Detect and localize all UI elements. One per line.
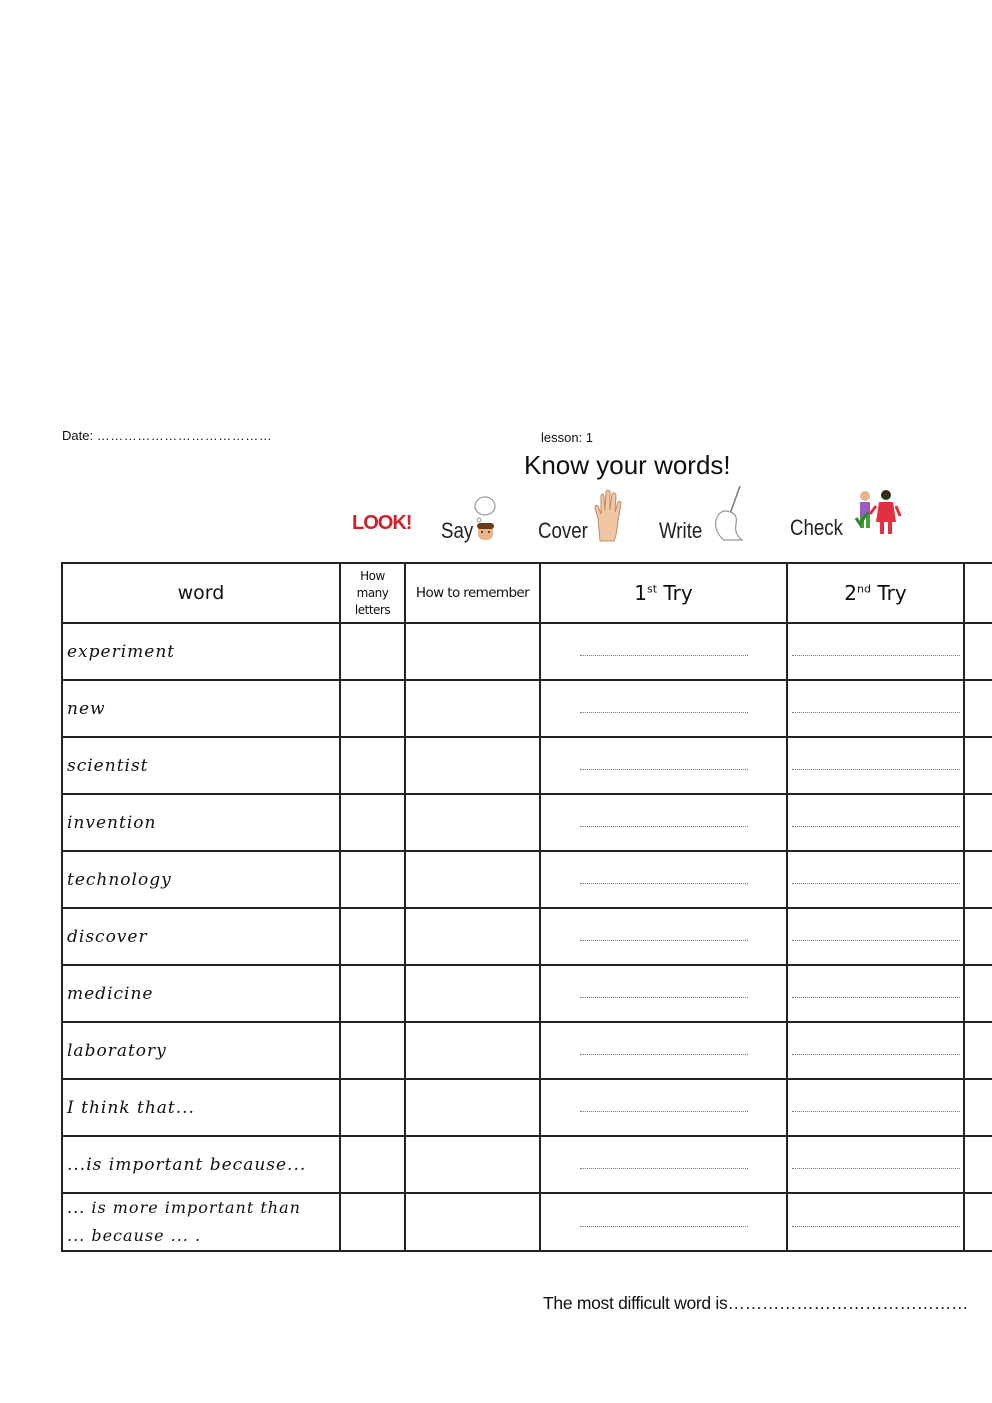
letters-count-cell[interactable] (340, 908, 405, 965)
header-word: word (62, 563, 340, 623)
talking-face-icon (470, 494, 500, 546)
extra-cell[interactable] (964, 1022, 992, 1079)
word-cell (62, 1136, 340, 1193)
second-try-cell[interactable] (787, 851, 964, 908)
word-text: invention (67, 812, 157, 833)
second-try-cell[interactable] (787, 1136, 964, 1193)
step-write-label: Write (659, 518, 703, 543)
dotted-write-line (792, 826, 960, 827)
word-cell (62, 794, 340, 851)
table-row (62, 680, 992, 737)
second-try-cell[interactable] (787, 1022, 964, 1079)
second-try-cell[interactable] (787, 965, 964, 1022)
date-label: Date: (62, 428, 94, 443)
dotted-write-line (580, 997, 748, 998)
table-row (62, 908, 992, 965)
letters-count-cell[interactable] (340, 1022, 405, 1079)
letters-count-cell[interactable] (340, 965, 405, 1022)
extra-cell[interactable] (964, 851, 992, 908)
step-say-label: Say (441, 518, 474, 543)
dotted-write-line (792, 1226, 960, 1227)
word-text: experiment (67, 641, 176, 662)
table-row (62, 794, 992, 851)
dotted-write-line (580, 940, 748, 941)
table-row (62, 965, 992, 1022)
word-cell (62, 737, 340, 794)
date-field (62, 428, 272, 443)
dotted-write-line (580, 655, 748, 656)
letters-count-cell[interactable] (340, 851, 405, 908)
dotted-write-line (792, 1054, 960, 1055)
dotted-write-line (580, 1168, 748, 1169)
table-header-row (62, 563, 992, 623)
remember-cell[interactable] (405, 908, 540, 965)
header-first-try-word: Try (663, 581, 693, 605)
second-try-cell[interactable] (787, 737, 964, 794)
first-try-cell[interactable] (540, 794, 787, 851)
hand-icon (592, 486, 624, 544)
dotted-write-line (792, 769, 960, 770)
letters-count-cell[interactable] (340, 1193, 405, 1251)
dotted-write-line (580, 883, 748, 884)
word-text: ... is more important than (67, 1198, 301, 1217)
word-cell (62, 1193, 340, 1251)
dotted-write-line (580, 769, 748, 770)
header-extra-column (964, 563, 992, 623)
word-text: technology (67, 869, 172, 890)
second-try-cell[interactable] (787, 794, 964, 851)
step-cover-label: Cover (538, 518, 588, 543)
first-try-cell[interactable] (540, 851, 787, 908)
dotted-write-line (580, 712, 748, 713)
second-try-cell[interactable] (787, 680, 964, 737)
word-text: laboratory (67, 1040, 167, 1061)
word-cell (62, 623, 340, 680)
header-letters (340, 563, 405, 623)
letters-count-cell[interactable] (340, 737, 405, 794)
extra-cell[interactable] (964, 737, 992, 794)
word-text: ... because ... . (67, 1226, 202, 1245)
word-text: discover (67, 926, 148, 947)
extra-cell[interactable] (964, 794, 992, 851)
first-try-cell[interactable] (540, 1193, 787, 1251)
first-try-cell[interactable] (540, 1136, 787, 1193)
header-first-try-number: 1 (634, 581, 647, 605)
first-try-cell[interactable] (540, 1022, 787, 1079)
extra-cell[interactable] (964, 680, 992, 737)
header-second-try-number: 2 (844, 581, 858, 605)
dotted-write-line (792, 997, 960, 998)
page-title: Know your words! (524, 450, 731, 480)
dotted-write-line (580, 1226, 748, 1227)
difficult-word-prompt: The most difficult word is…………………………………… (543, 1293, 969, 1313)
first-try-cell[interactable] (540, 680, 787, 737)
children-icon (852, 488, 902, 542)
table-row (62, 1193, 992, 1251)
remember-cell[interactable] (405, 737, 540, 794)
header-first-try-suffix: st (646, 582, 658, 596)
second-try-cell[interactable] (787, 623, 964, 680)
header-letters-line: letters (354, 602, 391, 617)
extra-cell[interactable] (964, 623, 992, 680)
dotted-write-line (580, 826, 748, 827)
header-second-try-word: Try (877, 581, 907, 605)
extra-cell[interactable] (964, 965, 992, 1022)
first-try-cell[interactable] (540, 737, 787, 794)
dotted-write-line (580, 1054, 748, 1055)
first-try-cell[interactable] (540, 908, 787, 965)
word-text: ...is important because... (67, 1154, 307, 1175)
spelling-table (61, 562, 992, 1252)
dotted-write-line (792, 883, 960, 884)
remember-cell[interactable] (405, 1022, 540, 1079)
dotted-write-line (792, 712, 960, 713)
letters-count-cell[interactable] (340, 1079, 405, 1136)
header-second-try-suffix: nd (857, 582, 871, 596)
dotted-write-line (580, 1111, 748, 1112)
remember-cell[interactable] (405, 794, 540, 851)
table-row (62, 851, 992, 908)
lesson-label: lesson: 1 (541, 430, 594, 445)
header-second-try (787, 563, 964, 623)
word-text: medicine (67, 983, 154, 1004)
extra-cell[interactable] (964, 1079, 992, 1136)
remember-cell[interactable] (405, 1136, 540, 1193)
remember-cell[interactable] (405, 851, 540, 908)
table-row (62, 1022, 992, 1079)
dotted-write-line (792, 655, 960, 656)
remember-cell[interactable] (405, 1079, 540, 1136)
remember-cell[interactable] (405, 623, 540, 680)
word-text: scientist (67, 755, 149, 776)
table-row (62, 1136, 992, 1193)
second-try-cell[interactable] (787, 908, 964, 965)
step-check-label: Check (790, 515, 844, 540)
word-text: I think that... (67, 1097, 195, 1118)
word-cell (62, 1079, 340, 1136)
word-cell (62, 908, 340, 965)
word-text: new (67, 698, 106, 719)
header-remember: How to remember (405, 563, 540, 623)
second-try-cell[interactable] (787, 1079, 964, 1136)
letters-count-cell[interactable] (340, 794, 405, 851)
word-cell (62, 680, 340, 737)
word-cell (62, 851, 340, 908)
dotted-write-line (792, 1168, 960, 1169)
first-try-cell[interactable] (540, 1079, 787, 1136)
letters-count-cell[interactable] (340, 623, 405, 680)
word-cell (62, 1022, 340, 1079)
table-row (62, 623, 992, 680)
extra-cell[interactable] (964, 908, 992, 965)
remember-cell[interactable] (405, 680, 540, 737)
extra-cell[interactable] (964, 1193, 992, 1251)
word-cell (62, 965, 340, 1022)
extra-cell[interactable] (964, 1136, 992, 1193)
header-letters-line: many (356, 585, 389, 600)
writing-hand-icon (712, 484, 748, 542)
first-try-cell[interactable] (540, 965, 787, 1022)
table-row (62, 1079, 992, 1136)
letters-count-cell[interactable] (340, 680, 405, 737)
header-first-try (540, 563, 787, 623)
first-try-cell[interactable] (540, 623, 787, 680)
dotted-write-line (792, 940, 960, 941)
step-look-label: LOOK! (352, 512, 412, 534)
second-try-cell[interactable] (787, 1193, 964, 1251)
table-row (62, 737, 992, 794)
remember-cell[interactable] (405, 1193, 540, 1251)
date-dots: ………………………………… (96, 428, 273, 443)
header-letters-line: How (360, 568, 385, 583)
remember-cell[interactable] (405, 965, 540, 1022)
dotted-write-line (792, 1111, 960, 1112)
letters-count-cell[interactable] (340, 1136, 405, 1193)
